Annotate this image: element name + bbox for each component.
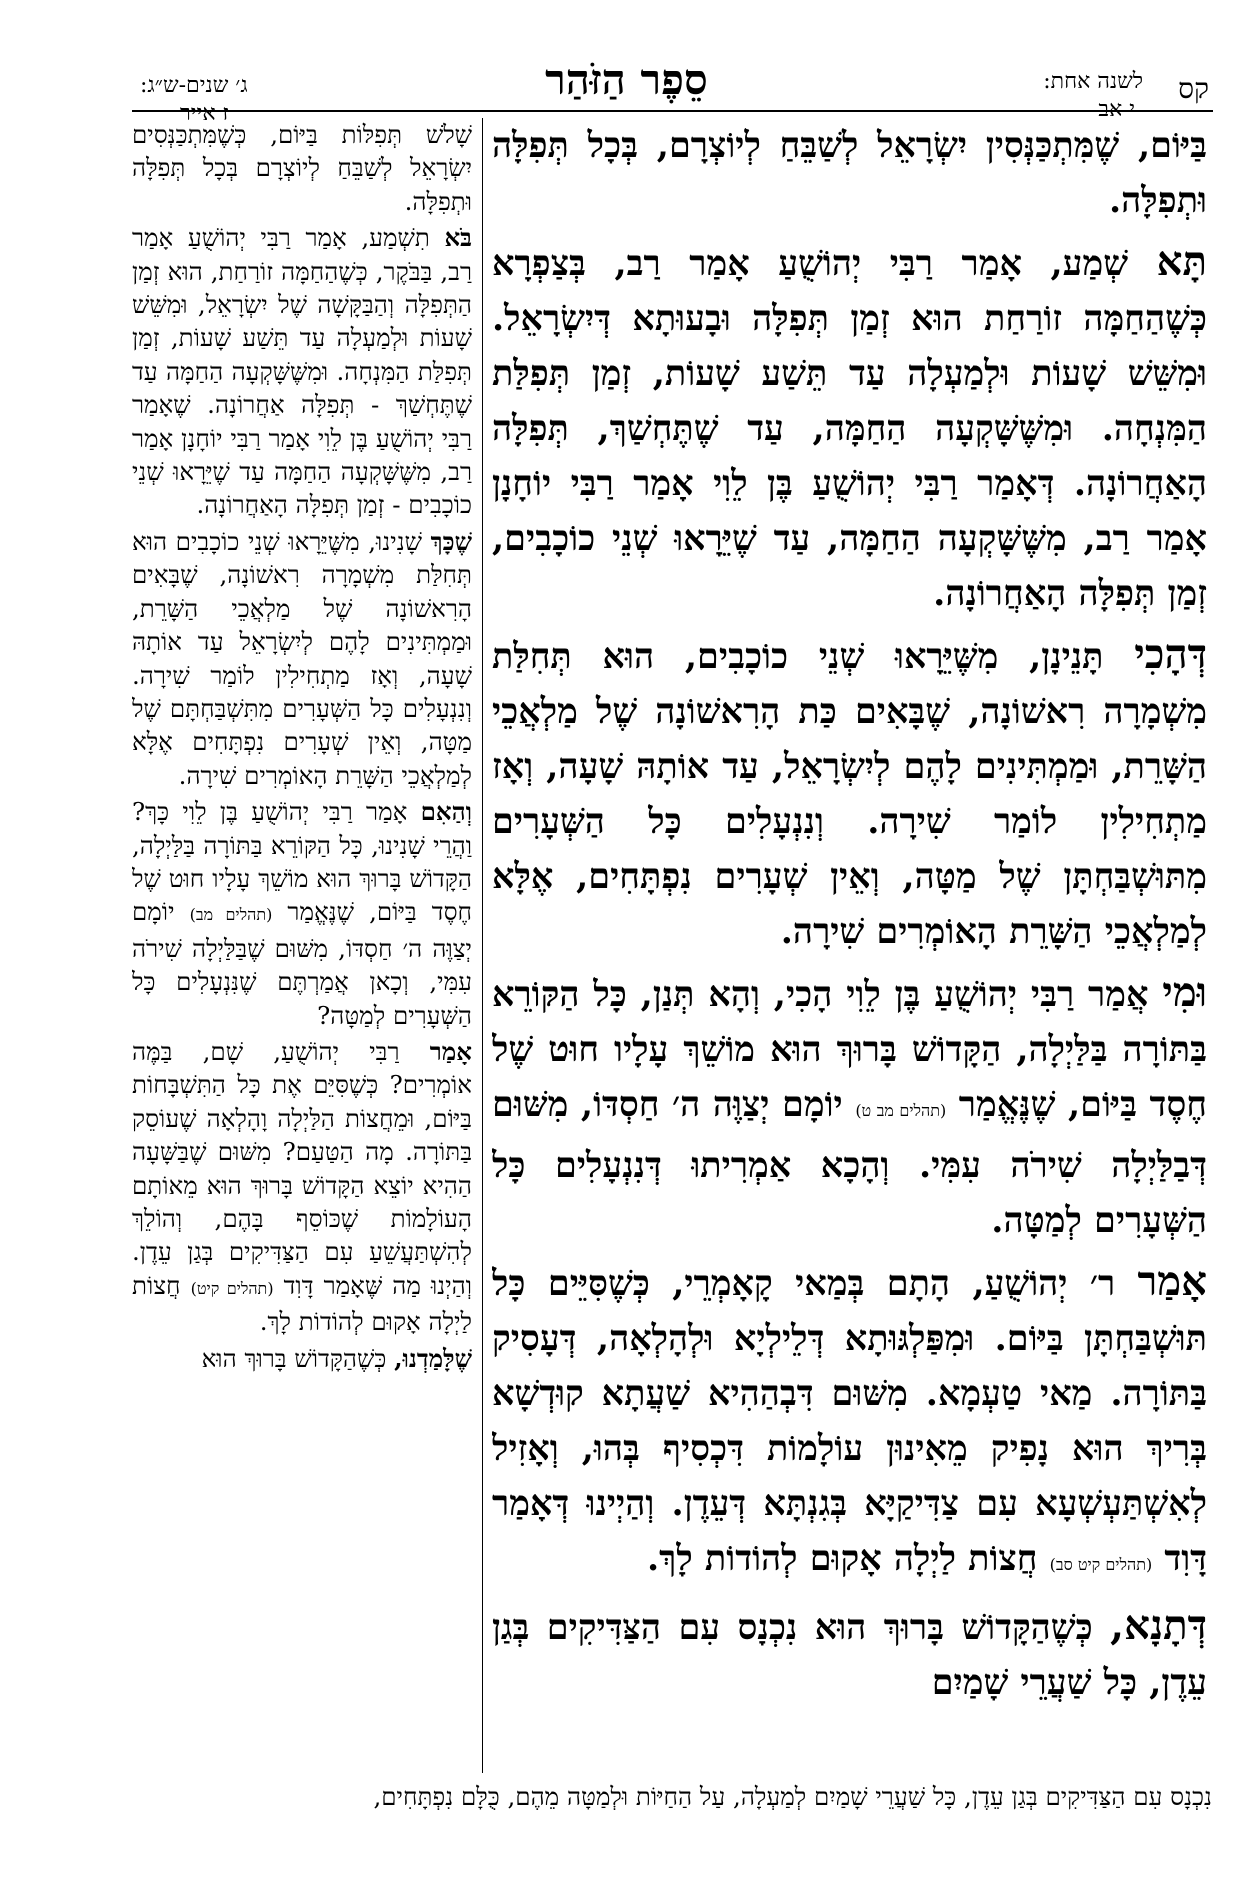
- header-right-ref-date: י אב: [1098, 97, 1135, 122]
- main-paragraph: [492, 234, 1207, 621]
- paragraph-text: תָּנֵינָן, מִשֶּׁיֵּרָאוּ שְׁנֵי כוֹכָבִים, הוּא תְּחִלַּת מִשְׁמָרָה רִאשׁוֹנָה, שֶׁבָּאִים כַּת הָרִאשׁוֹנָה שֶׁל מַלְאֲכֵי הַשָּׁרֵת, וּמַמְתִּינִים לָהֶם לְיִשְׂרָאֵל, עַד אוֹתָהּ שָׁעָה, וְאָז מַתְחִילִין לוֹמַר שִׁירָה. וְנִנְעָלִים כָּל הַשְּׁעָרִים מִתּוּשְׁבַּחְתָּן שֶׁל מַטָּה, וְאֵין שְׁעָרִים נִפְתָּחִים, אֶלָּא לְמַלְאֲכֵי הַשָּׁרֵת הָאוֹמְרִים שִׁירָה.: [492, 636, 1207, 952]
- translation-column: [132, 118, 472, 1776]
- paragraph-text-continued: יוֹמָם יְצַוֶּה ה׳ חַסְדּוֹ, מִשּׁוּם דְּבַלַּיְלָה שִׁירֹה עִמִּי. וְהָכָא אַמְרִיתוּ דְּנִנְעָלִים כָּל הַשְּׁעָרִים לְמַטָּה.: [492, 1084, 1207, 1241]
- paragraph-opening-word: דְּהָכִי: [1134, 631, 1207, 678]
- paragraph-text: רַבִּי יְהוֹשֻׁעַ, שָׁם, בַּמֶּה אוֹמְרִים? כְּשֶׁסִּיֵּם אֶת כָּל הַתִּשְׁבָּחוֹת בַּיּוֹם, וּמֵחֲצוֹת הַלַּיְלָה וָהָלְאָה שֶׁעוֹסֵק בַּתּוֹרָה. מָה הַטַּעַם? מִשּׁוּם שֶׁבַּשָּׁעָה הַהִיא יוֹצֵא הַקָּדוֹשׁ בָּרוּךְ הוּא מֵאוֹתָם הָעוֹלָמוֹת שֶׁכּוֹסֵף בָּהֶם, וְהוֹלֵךְ לְהִשְׁתַּעֲשֵׁעַ עִם הַצַּדִּיקִים בְּגַן עֵדֶן. וְהַיְנוּ מַה שֶּׁאָמַר דָּוִד: [132, 1036, 472, 1300]
- translation-paragraph: [132, 1035, 472, 1339]
- paragraph-text: בַּיּוֹם, שֶׁמִּתְכַּנְּסִין יִשְׂרָאֵל לְשַׁבֵּחַ לְיוֹצְרָם, בְּכָל תְּפִלָּה וּתְפִלָּה.: [492, 125, 1207, 221]
- paragraph-text: אָמַר רַבִּי יְהוֹשֻׁעַ בֶּן לֵוִי כָּךְ? וַהֲרֵי שָׁנִינוּ, כָּל הַקּוֹרֵא בַּתּוֹרָה בַּלַּיְלָה, הַקָּדוֹשׁ בָּרוּךְ הוּא מוֹשֵׁךְ עָלָיו חוּט שֶׁל חֶסֶד בַּיּוֹם, שֶׁנֶּאֱמַר: [132, 797, 472, 927]
- main-paragraph: [492, 965, 1207, 1248]
- header-left-ref-years: ג׳ שנים-ש״ג:: [140, 73, 248, 98]
- header-rule: [132, 110, 1213, 112]
- page-number: קס: [1178, 72, 1209, 105]
- paragraph-text: כְּשֶׁהַקָּדוֹשׁ בָּרוּךְ הוּא: [201, 1343, 395, 1373]
- translation-paragraph: [132, 525, 472, 792]
- paragraph-text-continued: חֲצוֹת לַיְלָה אָקוּם לְהוֹדוֹת לָךְ.: [647, 1538, 1050, 1579]
- paragraph-opening-word: וְהַאִם: [420, 797, 472, 827]
- paragraph-text: שָׁנִינוּ, מִשֶּׁיֵּרָאוּ שְׁנֵי כוֹכָבִים הוּא תְּחִלַּת מִשְׁמָרָה רִאשׁוֹנָה, שֶׁבָּאִים הָרִאשׁוֹנָה שֶׁל מַלְאֲכֵי הַשָּׁרֵת, וּמַמְתִּינִים לָהֶם לְיִשְׂרָאֵל עַד אוֹתָהּ שָׁעָה, וְאָז מַתְחִילִין לוֹמַר שִׁירָה. וְנִנְעָלִים כָּל הַשְּׁעָרִים מִתִּשְׁבַּחְתָּם שֶׁל מַטָּה, וְאֵין שְׁעָרִים נִפְתָּחִים אֶלָּא לְמַלְאֲכֵי הַשָּׁרֵת הָאוֹמְרִים שִׁירָה.: [132, 526, 472, 790]
- scripture-citation: (תהלים מב): [189, 905, 273, 925]
- main-paragraph: [492, 118, 1207, 228]
- main-text-column: [492, 118, 1207, 1776]
- paragraph-text: כְּשֶׁהַקָּדוֹשׁ בָּרוּךְ הוּא נִכְנָס עִם הַצַּדִּיקִים בְּגַן עֵדֶן, כָּל שַׁעֲרֵי שָׁמַיִם: [492, 1607, 1207, 1703]
- paragraph-opening-word: שֶׁלָּמַדְנוּ,: [394, 1343, 472, 1373]
- footer-continuation-line: נִכְנָס עִם הַצַּדִּיקִים בְּגַן עֵדֶן, כָּל שַׁעֲרֵי שָׁמַיִם לְמַעְלָה, עַל הַחַיּוֹת וּלְמַטָּה מֵהֶם, כֻּלָּם נִפְתָּחִים,: [373, 1782, 1212, 1811]
- header-right-ref-year: לשנה אחת:: [1043, 69, 1143, 94]
- page-header: [0, 0, 1253, 126]
- paragraph-text-continued: חֲצוֹת לַיְלָה אָקוּם לְהוֹדוֹת לָךְ.: [132, 1270, 472, 1337]
- paragraph-text-continued: יוֹמָם יְצַוֶּה ה׳ חַסְדּוֹ, מִשּׁוּם שֶׁבַּלַּיְלָה שִׁירֹה עִמִּי, וְכָאן אֲמַרְתֶּם שֶׁנִּנְעָלִים כָּל הַשְּׁעָרִים לְמַטָּה?: [132, 897, 472, 1030]
- paragraph-opening-word: תָּא: [1156, 238, 1207, 285]
- main-paragraph: [492, 627, 1207, 959]
- scripture-citation: (תהלים מב ט): [855, 1101, 947, 1120]
- paragraph-text: שָׁלֹשׁ תְּפִלּוֹת בַּיּוֹם, כְּשֶׁמִּתְכַּנְּסִים יִשְׂרָאֵל לְשַׁבֵּחַ לְיוֹצְרָם בְּכָל תְּפִלָּה וּתְפִלָּה.: [132, 120, 472, 216]
- paragraph-opening-word: אָמַר: [429, 1036, 472, 1066]
- paragraph-text: תִשְׁמַע, אָמַר רַבִּי יְהוֹשֻׁעַ אָמַר רַב, בַּבֹּקֶר, כְּשֶׁהַחַמָּה זוֹרַחַת, הוּא זְמַן הַתְּפִלָּה וְהַבַּקָּשָׁה שֶׁל יִשְׂרָאֵל, וּמִשֵּׁשׁ שָׁעוֹת וּלְמַעְלָה עַד תֵּשַׁע שָׁעוֹת, זְמַן תְּפִלַּת הַמִּנְחָה. וּמִשֶּׁשָּׁקְעָה הַחַמָּה עַד שֶׁתֶּחְשַׁךְ - תְּפִלָּה אַחֲרוֹנָה. שֶׁאָמַר רַבִּי יְהוֹשֻׁעַ בֶּן לֵוִי אָמַר רַבִּי יוֹחָנָן אָמַר רַב, מִשֶּׁשָּׁקְעָה הַחַמָּה עַד שֶׁיֵּרָאוּ שְׁנֵי כוֹכָבִים - זְמַן תְּפִלָּה הָאַחֲרוֹנָה.: [132, 223, 472, 520]
- paragraph-opening-word: וּמִי: [1162, 969, 1207, 1016]
- book-title: סֵפֶר הַזֹּהַר: [545, 55, 708, 104]
- header-left-ref-date: ז אייר: [180, 101, 229, 126]
- translation-paragraph: [132, 795, 472, 1032]
- paragraph-text: אֲמַר רַבִּי יְהוֹשֻׁעַ בֶּן לֵוִי הָכִי, וְהָא תְּנַן, כָּל הַקּוֹרֵא בַּתּוֹרָה בַּלַּיְלָה, הַקָּדוֹשׁ בָּרוּךְ הוּא מוֹשֵׁךְ עָלָיו חוּט שֶׁל חֶסֶד בַּיּוֹם, שֶׁנֶּאֱמַר: [492, 974, 1207, 1125]
- paragraph-opening-word: דְּתָנָא,: [1110, 1602, 1207, 1649]
- column-divider: [482, 118, 483, 1773]
- scripture-citation: (תהלים קיט סב): [1049, 1555, 1153, 1574]
- paragraph-text: שְׁמַע, אָמַר רַבִּי יְהוֹשֻׁעַ אָמַר רַב, בְּצַפְרָא כְּשֶׁהַחַמָּה זוֹרַחַת הוּא זְמַן תְּפִלָּה וּבָעוּתָא דְּיִשְׂרָאֵל. וּמִשֵּׁשׁ שָׁעוֹת וּלְמַעְלָה עַד תֵּשַׁע שָׁעוֹת, זְמַן תְּפִלַּת הַמִּנְחָה. וּמִשֶּׁשָּׁקְעָה הַחַמָּה, עַד שֶׁתֶּחְשַׁךְ, תְּפִלָּה הָאַחֲרוֹנָה. דְּאָמַר רַבִּי יְהוֹשֻׁעַ בֶּן לֵוִי אָמַר רַבִּי יוֹחָנָן אָמַר רַב, מִשֶּׁשָּׁקְעָה הַחַמָּה, עַד שֶׁיֵּרָאוּ שְׁנֵי כוֹכָבִים, זְמַן תְּפִלָּה הָאַחֲרוֹנָה.: [492, 243, 1207, 614]
- translation-paragraph: [132, 118, 472, 218]
- paragraph-opening-word: אָמַר: [1137, 1258, 1207, 1305]
- translation-paragraph: [132, 221, 472, 522]
- paragraph-text: ר׳ יְהוֹשֻׁעַ, הָתָם בְּמַאי קָאָמְרֵי, כְּשֶׁסִּיֵּים כָּל תּוּשְׁבַּחְתָּן בַּיּוֹם. וּמִפַּלְגּוּתָא דְּלֵילְיָא וּלְהָלְאָה, דְּעָסִיק בַּתּוֹרָה. מַאי טַעְמָא. מִשּׁוּם דִּבְהַהִיא שַׁעֲתָא קוּדְשָׁא בְּרִיךְ הוּא נָפִיק מֵאִינוּן עוֹלָמוֹת דִּכְסִיף בְּהוּ, וְאָזִיל לְאִשְׁתַּעְשְׁעָא עִם צַדִּיקַיָּא בְּגִנְתָּא דְּעֵדֶן. וְהַיְינוּ דְּאָמַר דָּוִד: [492, 1263, 1207, 1579]
- main-paragraph: [492, 1598, 1207, 1710]
- paragraph-opening-word: שֶׁכָּךְ: [430, 526, 472, 556]
- scripture-citation: (תהלים קיט): [190, 1278, 274, 1298]
- paragraph-opening-word: בֹּא: [444, 223, 472, 253]
- translation-paragraph: [132, 1342, 472, 1375]
- main-paragraph: [492, 1254, 1207, 1592]
